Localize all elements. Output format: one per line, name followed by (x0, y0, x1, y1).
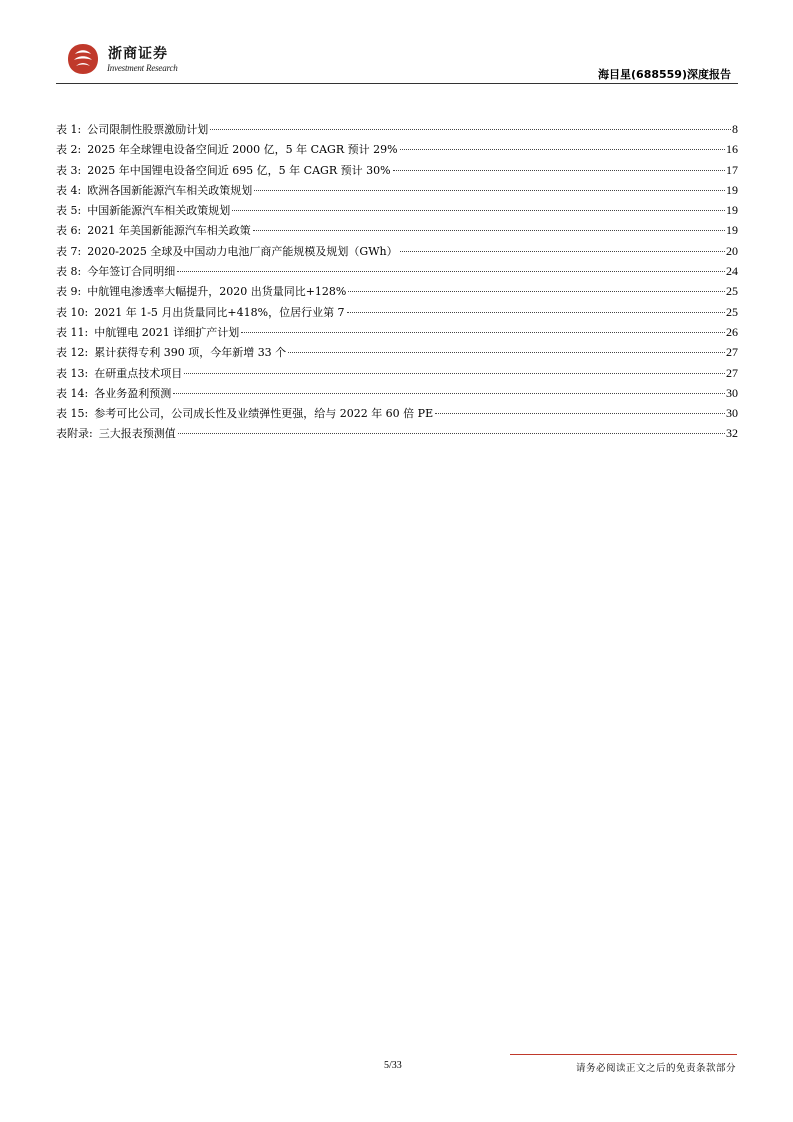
toc-entry-label: 表 9: (56, 285, 82, 299)
toc-entry[interactable] (56, 281, 738, 301)
toc-leader-dots (348, 291, 725, 292)
disclaimer-text: 请务必阅读正文之后的免责条款部分 (575, 1063, 736, 1074)
toc-entry-label: 表 8: (56, 265, 82, 279)
toc-entry-label: 表 12: (56, 346, 89, 360)
toc-entry-title: 2025 年中国锂电设备空间近 695 亿，5 年 CAGR 预计 30% (87, 163, 391, 177)
toc-entry[interactable] (56, 342, 738, 362)
toc-entry-page: 27 (726, 365, 738, 380)
toc-entry-label: 表 4: (56, 183, 82, 197)
toc-entry-label: 表 1: (56, 123, 82, 136)
toc-entry-label: 表 14: (56, 386, 89, 400)
toc-entry-title: 2021 年 1-5 月出货量同比+418%，位居行业第 7 (94, 305, 345, 319)
toc-leader-dots (184, 373, 725, 374)
toc-leader-dots (173, 393, 725, 394)
toc-entry-label: 表 2: (56, 143, 82, 157)
toc-entry[interactable] (56, 139, 738, 159)
toc-entry-title: 2025 年全球锂电设备空间近 2000 亿，5 年 CAGR 预计 29% (87, 143, 398, 157)
toc-leader-dots (253, 230, 725, 231)
toc-entry[interactable] (56, 160, 738, 180)
toc-leader-dots (232, 210, 725, 211)
toc-entry-page: 30 (726, 406, 738, 421)
toc-entry[interactable] (56, 403, 738, 423)
toc-entry[interactable] (56, 322, 738, 342)
toc-entry-page: 19 (726, 203, 738, 218)
toc-entry[interactable] (56, 363, 738, 383)
toc-entry[interactable] (56, 180, 738, 200)
toc-entry-page: 27 (726, 345, 738, 360)
toc-entry-page: 24 (726, 264, 738, 279)
toc-entry-title: 各业务盈利预测 (94, 386, 172, 400)
toc-entry-page: 20 (726, 243, 738, 258)
toc-leader-dots (254, 190, 725, 191)
logo-english-name: Investment Research (107, 63, 178, 73)
footer-divider (510, 1054, 737, 1055)
toc-entry[interactable] (56, 302, 738, 322)
toc-entry[interactable] (56, 220, 738, 240)
toc-entry-page: 19 (726, 223, 738, 238)
toc-entry[interactable] (56, 200, 738, 220)
toc-entry[interactable] (56, 423, 738, 443)
toc-leader-dots (210, 129, 731, 130)
toc-entry-label: 表附录: (56, 427, 93, 441)
toc-leader-dots (178, 433, 725, 434)
toc-entry-label: 表 15: (56, 407, 89, 421)
toc-entry-page: 16 (726, 142, 738, 157)
toc-entry-label: 表 10: (56, 305, 89, 319)
header-divider (56, 83, 738, 84)
toc-entry-label: 表 3: (56, 163, 82, 177)
toc-leader-dots (393, 170, 725, 171)
toc-entry-title: 中航锂电渗透率大幅提升，2020 出货量同比+128% (87, 285, 347, 299)
toc-entry-page: 32 (726, 426, 738, 441)
toc-leader-dots (288, 352, 725, 353)
toc-entry-page: 26 (726, 324, 738, 339)
toc-entry[interactable] (56, 383, 738, 403)
toc-entry-title: 2021 年美国新能源汽车相关政策 (87, 224, 251, 238)
toc-leader-dots (400, 149, 725, 150)
toc-entry-title: 公司限制性股票激励计划 (87, 123, 209, 136)
report-title: 海目星(688559)深度报告 (598, 68, 731, 81)
toc-entry-title: 三大报表预测值 (98, 427, 176, 441)
toc-entry[interactable] (56, 261, 738, 281)
toc-entry-title: 中国新能源汽车相关政策规划 (87, 204, 231, 218)
page-number: 5/33 (384, 1060, 402, 1071)
toc-leader-dots (435, 413, 725, 414)
toc-entry[interactable] (56, 241, 738, 261)
toc-entry-label: 表 11: (56, 325, 89, 339)
toc-entry-title: 今年签订合同明细 (87, 265, 176, 279)
logo-chinese-name: 浙商证券 (108, 46, 168, 62)
toc-leader-dots (400, 251, 725, 252)
toc-entry-label: 表 13: (56, 366, 89, 380)
page-header (0, 0, 793, 90)
table-of-contents (56, 119, 738, 444)
toc-entry-title: 累计获得专利 390 项，今年新增 33 个 (94, 346, 287, 360)
toc-entry-label: 表 7: (56, 244, 82, 258)
toc-entry-title: 在研重点技术项目 (94, 366, 183, 380)
toc-entry[interactable] (56, 119, 738, 139)
toc-leader-dots (177, 271, 725, 272)
zheshang-logo-icon (66, 42, 100, 76)
toc-entry-page: 19 (726, 182, 738, 197)
toc-entry-title: 参考可比公司，公司成长性及业绩弹性更强，给与 2022 年 60 倍 PE (94, 407, 434, 421)
toc-leader-dots (241, 332, 725, 333)
toc-leader-dots (347, 312, 725, 313)
toc-entry-page: 8 (732, 122, 738, 136)
toc-entry-page: 17 (726, 162, 738, 177)
toc-entry-title: 2020-2025 全球及中国动力电池厂商产能规模及规划（GWh） (87, 244, 398, 258)
toc-entry-page: 30 (726, 385, 738, 400)
toc-entry-page: 25 (726, 304, 738, 319)
toc-entry-label: 表 6: (56, 224, 82, 238)
toc-entry-title: 欧洲各国新能源汽车相关政策规划 (87, 183, 253, 197)
toc-entry-page: 25 (726, 284, 738, 299)
toc-entry-label: 表 5: (56, 204, 82, 218)
toc-entry-title: 中航锂电 2021 详细扩产计划 (94, 325, 240, 339)
